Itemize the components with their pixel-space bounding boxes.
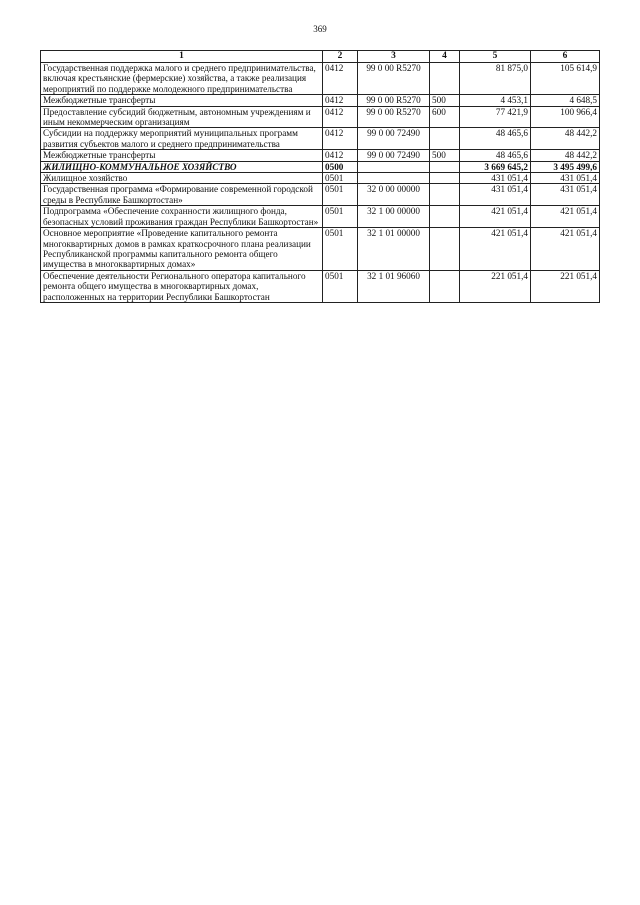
row-amount-2: 3 495 499,6 — [531, 161, 600, 172]
row-section-code: 0412 — [323, 106, 358, 128]
row-section-code: 0412 — [323, 128, 358, 150]
row-section-code: 0412 — [323, 150, 358, 161]
row-target-code: 99 0 00 R5270 — [358, 95, 430, 106]
row-section-code: 0501 — [323, 173, 358, 184]
row-amount-2: 100 966,4 — [531, 106, 600, 128]
row-section-code: 0412 — [323, 63, 358, 95]
row-target-code: 99 0 00 R5270 — [358, 63, 430, 95]
row-amount-2: 4 648,5 — [531, 95, 600, 106]
row-amount-1: 4 453,1 — [460, 95, 531, 106]
row-amount-1: 421 051,4 — [460, 206, 531, 228]
row-amount-1: 221 051,4 — [460, 270, 531, 302]
row-target-code: 99 0 00 R5270 — [358, 106, 430, 128]
row-amount-1: 77 421,9 — [460, 106, 531, 128]
row-expense-type: 500 — [430, 95, 460, 106]
table-header-row — [41, 51, 600, 63]
row-expense-type — [430, 270, 460, 302]
row-name: Основное мероприятие «Проведение капитального ремонта многоквартирных домов в рамках краткосрочного плана реализации Республиканской программы капитального ремонта общего имущества в многоквартирных домах» — [41, 228, 323, 271]
row-name: Межбюджетные трансферты — [41, 150, 323, 161]
table-row — [41, 106, 600, 128]
row-expense-type — [430, 161, 460, 172]
row-name: Предоставление субсидий бюджетным, автономным учреждениям и иным некоммерческим организациям — [41, 106, 323, 128]
table-row — [41, 173, 600, 184]
row-amount-1: 48 465,6 — [460, 150, 531, 161]
row-section-code: 0501 — [323, 206, 358, 228]
row-amount-1: 48 465,6 — [460, 128, 531, 150]
row-amount-2: 431 051,4 — [531, 173, 600, 184]
row-target-code: 99 0 00 72490 — [358, 150, 430, 161]
row-amount-1: 421 051,4 — [460, 228, 531, 271]
row-target-code: 32 1 01 96060 — [358, 270, 430, 302]
table-row — [41, 161, 600, 172]
table-row — [41, 270, 600, 302]
row-expense-type — [430, 228, 460, 271]
row-target-code — [358, 161, 430, 172]
row-amount-1: 431 051,4 — [460, 184, 531, 206]
row-name: Межбюджетные трансферты — [41, 95, 323, 106]
row-name: Жилищное хозяйство — [41, 173, 323, 184]
row-name: Субсидии на поддержку мероприятий муниципальных программ развития субъектов малого и среднего предпринимательства — [41, 128, 323, 150]
table-row — [41, 128, 600, 150]
table-row — [41, 184, 600, 206]
table-row — [41, 150, 600, 161]
row-target-code: 32 1 00 00000 — [358, 206, 430, 228]
row-amount-1: 3 669 645,2 — [460, 161, 531, 172]
row-section-code: 0412 — [323, 95, 358, 106]
page-number: 369 — [313, 24, 327, 34]
table-row — [41, 63, 600, 95]
table-row — [41, 206, 600, 228]
row-name: Подпрограмма «Обеспечение сохранности жилищного фонда, безопасных условий проживания граждан Республики Башкортостан» — [41, 206, 323, 228]
row-amount-2: 421 051,4 — [531, 206, 600, 228]
row-target-code — [358, 173, 430, 184]
column-header-1: 1 — [41, 51, 323, 63]
row-amount-2: 431 051,4 — [531, 184, 600, 206]
row-name: Обеспечение деятельности Регионального оператора капитального ремонта общего имущества в многоквартирных домах, расположенных на территории Республики Башкортостан — [41, 270, 323, 302]
budget-table — [40, 50, 600, 303]
row-amount-2: 421 051,4 — [531, 228, 600, 271]
column-header-5: 5 — [460, 51, 531, 63]
row-section-code: 0500 — [323, 161, 358, 172]
row-expense-type — [430, 184, 460, 206]
row-target-code: 99 0 00 72490 — [358, 128, 430, 150]
column-header-4: 4 — [430, 51, 460, 63]
table-row — [41, 228, 600, 271]
row-section-code: 0501 — [323, 270, 358, 302]
row-expense-type — [430, 173, 460, 184]
row-name: Государственная поддержка малого и среднего предпринимательства, включая крестьянские (фермерские) хозяйства, а также реализация мероприятий по поддержке молодежного предпринимательства — [41, 63, 323, 95]
row-amount-1: 431 051,4 — [460, 173, 531, 184]
row-amount-1: 81 875,0 — [460, 63, 531, 95]
row-amount-2: 221 051,4 — [531, 270, 600, 302]
row-amount-2: 105 614,9 — [531, 63, 600, 95]
row-expense-type: 600 — [430, 106, 460, 128]
table-body — [41, 63, 600, 303]
column-header-2: 2 — [323, 51, 358, 63]
row-name: ЖИЛИЩНО-КОММУНАЛЬНОЕ ХОЗЯЙСТВО — [41, 161, 323, 172]
row-expense-type: 500 — [430, 150, 460, 161]
row-amount-2: 48 442,2 — [531, 128, 600, 150]
row-target-code: 32 1 01 00000 — [358, 228, 430, 271]
row-expense-type — [430, 206, 460, 228]
column-header-6: 6 — [531, 51, 600, 63]
row-amount-2: 48 442,2 — [531, 150, 600, 161]
row-target-code: 32 0 00 00000 — [358, 184, 430, 206]
table-row — [41, 95, 600, 106]
row-section-code: 0501 — [323, 228, 358, 271]
column-header-3: 3 — [358, 51, 430, 63]
row-section-code: 0501 — [323, 184, 358, 206]
row-expense-type — [430, 63, 460, 95]
row-name: Государственная программа «Формирование современной городской среды в Республике Башкортостан» — [41, 184, 323, 206]
row-expense-type — [430, 128, 460, 150]
